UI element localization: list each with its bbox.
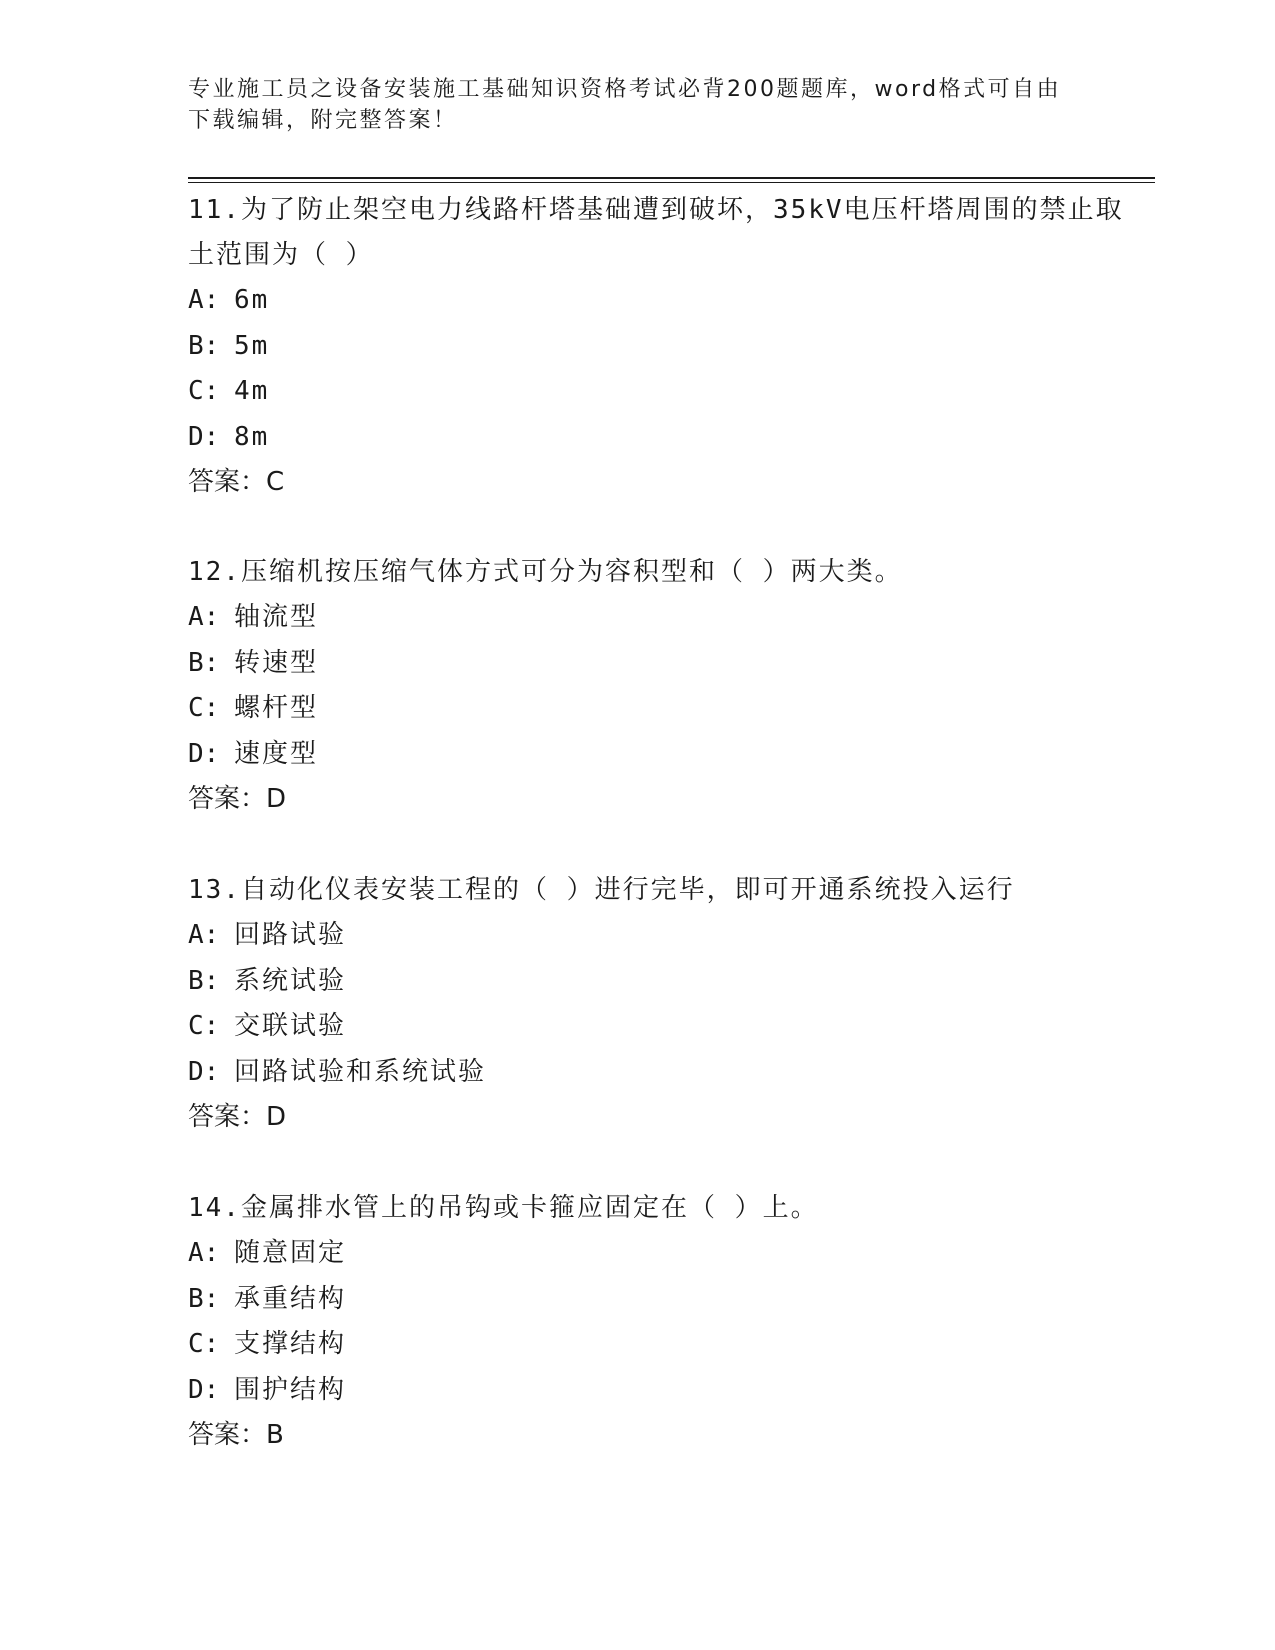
question-stem: 11.为了防止架空电力线路杆塔基础遭到破坏，35kV电压杆塔周围的禁止取土范围为（ ）	[188, 195, 1124, 270]
option-a	[188, 595, 1128, 641]
document-header	[188, 74, 1068, 136]
option-b	[188, 1277, 1128, 1323]
question-13	[188, 868, 1128, 1140]
option-letter: A:	[188, 920, 220, 950]
option-d	[188, 1050, 1128, 1096]
option-d	[188, 415, 1128, 461]
option-letter: B:	[188, 1283, 220, 1314]
option-letter: C:	[188, 1011, 220, 1041]
option-a	[188, 913, 1128, 959]
option-letter: A:	[188, 602, 220, 632]
option-letter: C:	[188, 376, 220, 406]
option-text: 围护结构	[234, 1374, 347, 1405]
question-12	[188, 550, 1128, 822]
header-divider-thick	[188, 177, 1155, 179]
option-text: 8m	[234, 421, 270, 452]
option-letter: A:	[188, 285, 220, 315]
option-b	[188, 641, 1128, 687]
option-letter: A:	[188, 1238, 220, 1268]
option-text: 6m	[234, 285, 270, 315]
option-d	[188, 732, 1128, 778]
question-11	[188, 188, 1128, 505]
option-text: 承重结构	[234, 1283, 347, 1314]
option-letter: C:	[188, 1329, 220, 1359]
option-c	[188, 1322, 1128, 1368]
option-letter: B:	[188, 965, 220, 996]
header-line-1: 专业施工员之设备安装施工基础知识资格考试必背200题题库，word格式可自由	[188, 77, 1062, 102]
option-c	[188, 686, 1128, 732]
option-text: 5m	[234, 330, 270, 361]
option-letter: D:	[188, 1056, 220, 1087]
option-text: 支撑结构	[234, 1329, 347, 1359]
option-letter: D:	[188, 738, 220, 769]
option-a	[188, 278, 1128, 324]
question-stem: 12.压缩机按压缩气体方式可分为容积型和（ ）两大类。	[188, 557, 903, 587]
option-letter: B:	[188, 330, 220, 361]
option-text: 系统试验	[234, 965, 347, 996]
option-text: 回路试验	[234, 920, 347, 950]
option-text: 交联试验	[234, 1011, 347, 1041]
header-line-2: 下载编辑，附完整答案！	[188, 108, 458, 133]
option-b	[188, 324, 1128, 370]
question-stem: 13.自动化仪表安装工程的（ ）进行完毕，即可开通系统投入运行	[188, 875, 1015, 905]
option-text: 速度型	[234, 738, 319, 769]
option-text: 转速型	[234, 647, 319, 678]
question-stem: 14.金属排水管上的吊钩或卡箍应固定在（ ）上。	[188, 1193, 819, 1223]
answer-line: 答案：B	[188, 1420, 284, 1450]
option-d	[188, 1368, 1128, 1414]
answer-line: 答案：D	[188, 784, 287, 814]
option-letter: D:	[188, 1374, 220, 1405]
option-c	[188, 369, 1128, 415]
option-b	[188, 959, 1128, 1005]
option-text: 随意固定	[234, 1238, 347, 1268]
question-14	[188, 1186, 1128, 1458]
option-text: 回路试验和系统试验	[234, 1056, 487, 1087]
answer-line: 答案：D	[188, 1102, 287, 1132]
answer-line: 答案：C	[188, 467, 285, 497]
option-a	[188, 1231, 1128, 1277]
option-letter: C:	[188, 693, 220, 723]
option-letter: D:	[188, 421, 220, 452]
option-c	[188, 1004, 1128, 1050]
option-text: 螺杆型	[234, 693, 319, 723]
header-divider-thin	[188, 182, 1155, 183]
option-text: 4m	[234, 376, 270, 406]
option-text: 轴流型	[234, 602, 319, 632]
option-letter: B:	[188, 647, 220, 678]
